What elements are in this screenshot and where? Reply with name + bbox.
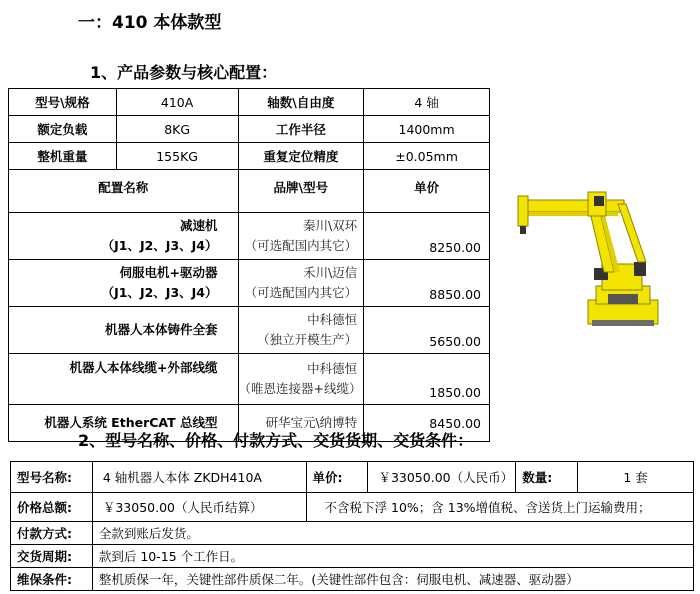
config-name-line1: 机器人本体铸件全套 xyxy=(104,322,218,337)
table-row xyxy=(11,522,694,545)
spec-value: 4 轴 xyxy=(364,89,490,116)
spec-key: 额定负载 xyxy=(9,116,117,143)
config-name-line1: 机器人本体线缆+外部线缆 xyxy=(69,360,218,375)
spec-value: 8KG xyxy=(116,116,238,143)
config-name xyxy=(9,213,239,260)
config-name-line2: （J1、J2、J3、J4） xyxy=(101,238,218,253)
config-price: 8450.00 xyxy=(364,405,490,442)
order-table xyxy=(10,461,694,591)
config-name xyxy=(9,307,239,354)
config-price: 1850.00 xyxy=(364,354,490,405)
section-subtitle-params: 1、产品参数与核心配置： xyxy=(90,63,278,82)
config-name-line1: 机器人系统 EtherCAT 总线型 xyxy=(44,415,218,430)
table-row xyxy=(9,354,490,405)
config-brand-line2: （唯恩连接器+线缆） xyxy=(238,381,362,396)
delivery-label: 交货周期: xyxy=(11,545,93,568)
table-row xyxy=(9,89,490,116)
config-name-line2: （J1、J2、J3、J4） xyxy=(101,285,218,300)
spec-value: 410A xyxy=(116,89,238,116)
table-row xyxy=(9,116,490,143)
total-note: 不含税下浮 10%；含 13%增值税、含送货上门运输费用； xyxy=(306,493,693,522)
config-brand xyxy=(238,260,364,307)
section-subtitle-order: 2、型号名称、价格、付款方式、交货货期、交货条件： xyxy=(78,431,474,450)
table-row xyxy=(9,143,490,170)
config-brand xyxy=(238,307,364,354)
config-name xyxy=(9,260,239,307)
config-header-name: 配置名称 xyxy=(9,170,239,213)
robot-arm-image xyxy=(508,182,668,332)
config-brand-line2: （可选配国内其它） xyxy=(244,238,358,253)
spec-value: ±0.05mm xyxy=(364,143,490,170)
config-brand-line1: 研华宝元\纳博特 xyxy=(265,415,358,430)
table-row xyxy=(9,307,490,354)
table-row xyxy=(9,170,490,213)
section-title-410: 一：410 本体款型 xyxy=(78,13,222,33)
config-brand-line2: （可选配国内其它） xyxy=(244,285,358,300)
config-header-brand: 品牌\型号 xyxy=(238,170,364,213)
config-price: 5650.00 xyxy=(364,307,490,354)
config-price: 8250.00 xyxy=(364,213,490,260)
table-row xyxy=(9,213,490,260)
spec-key: 型号\规格 xyxy=(9,89,117,116)
config-name xyxy=(9,354,239,405)
spec-key: 重复定位精度 xyxy=(238,143,364,170)
total-label: 价格总额: xyxy=(11,493,93,522)
config-brand-line2: （独立开模生产） xyxy=(257,332,358,347)
unit-price-value: ￥33050.00（人民币） xyxy=(368,462,516,493)
qty-value: 1 套 xyxy=(578,462,694,493)
config-price: 8850.00 xyxy=(364,260,490,307)
spec-config-table xyxy=(8,88,490,442)
delivery-value: 款到后 10-15 个工作日。 xyxy=(92,545,693,568)
config-name-line1: 减速机 xyxy=(179,218,218,233)
config-brand-line1: 中科德恒 xyxy=(307,361,358,376)
payment-label: 付款方式: xyxy=(11,522,93,545)
spec-value: 155KG xyxy=(116,143,238,170)
config-brand-line1: 秦川\双环 xyxy=(302,218,358,233)
table-row xyxy=(9,260,490,307)
warranty-value: 整机质保一年，关键性部件质保二年。(关键性部件包含：伺服电机、减速器、驱动器） xyxy=(92,568,693,591)
config-brand-line1: 禾川\迈信 xyxy=(302,265,358,280)
config-header-price: 单价 xyxy=(364,170,490,213)
qty-label: 数量: xyxy=(516,462,578,493)
spec-key: 整机重量 xyxy=(9,143,117,170)
table-row xyxy=(11,545,694,568)
payment-value: 全款到账后发货。 xyxy=(92,522,693,545)
model-label: 型号名称: xyxy=(11,462,93,493)
model-value: 4 轴机器人本体 ZKDH410A xyxy=(92,462,306,493)
unit-price-label: 单价: xyxy=(306,462,368,493)
config-name-line1: 伺服电机+驱动器 xyxy=(119,265,218,280)
config-brand-line1: 中科德恒 xyxy=(307,312,358,327)
warranty-label: 维保条件: xyxy=(11,568,93,591)
table-row xyxy=(11,568,694,591)
spec-key: 工作半径 xyxy=(238,116,364,143)
total-value: ￥33050.00（人民币结算） xyxy=(92,493,306,522)
spec-key: 轴数\自由度 xyxy=(238,89,364,116)
spec-value: 1400mm xyxy=(364,116,490,143)
config-brand xyxy=(238,354,364,405)
table-row xyxy=(11,493,694,522)
table-row xyxy=(11,462,694,493)
config-brand xyxy=(238,213,364,260)
